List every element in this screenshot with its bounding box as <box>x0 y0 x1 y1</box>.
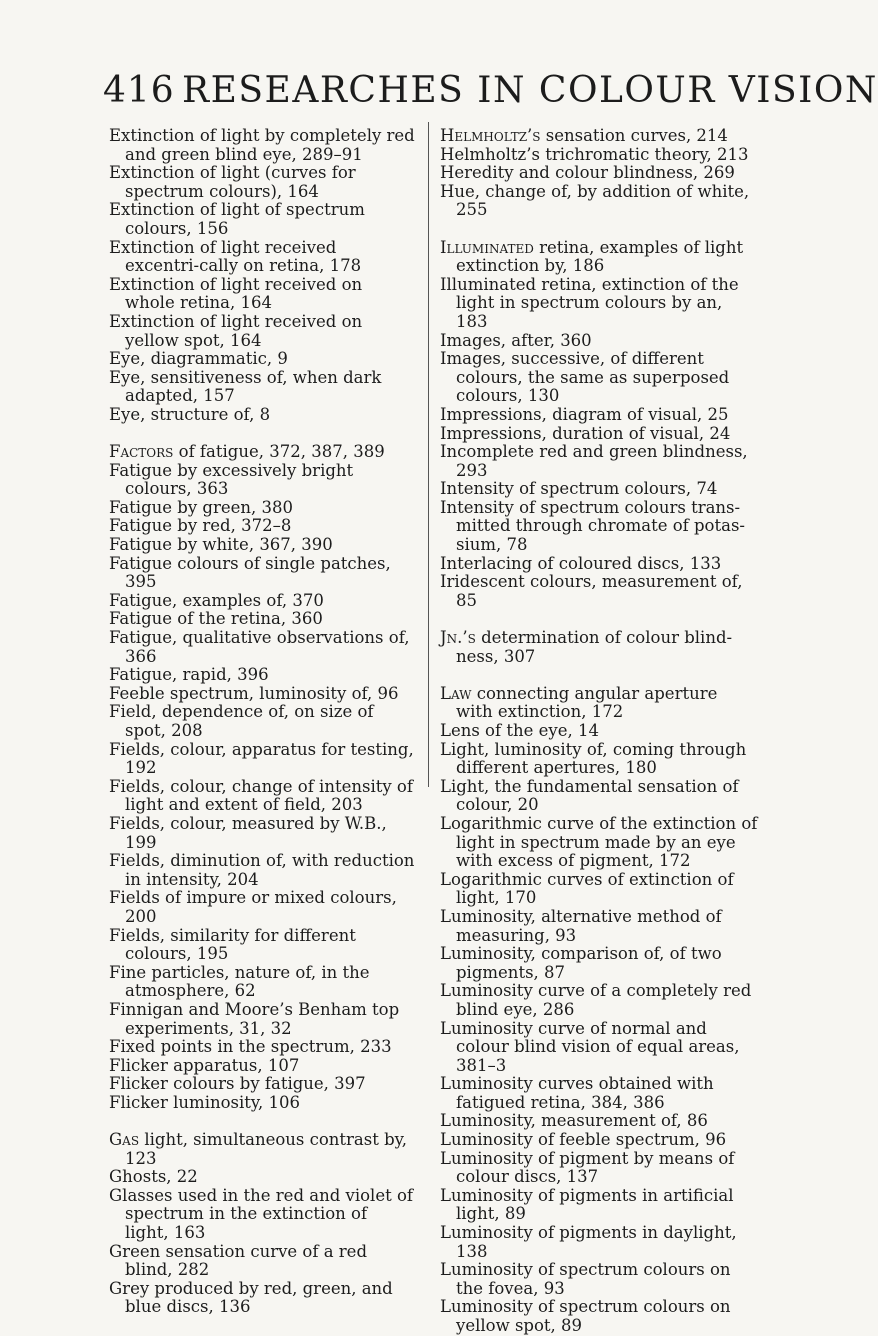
index-entry: Finnigan and Moore’s Benham top experiments, 31, 32 <box>109 999 400 1038</box>
index-entry: Feeble spectrum, luminosity of, 96 <box>109 683 399 703</box>
index-entry: Luminosity, measurement of, 86 <box>440 1111 708 1131</box>
column-divider <box>428 122 429 787</box>
index-entry: Extinction of light by completely red and green blind eye, 289–91 <box>109 126 415 164</box>
index-entry: Field, dependence of, on size of spot, 208 <box>109 702 374 740</box>
index-entry: Glasses used in the red and violet of spectrum in the extinction of light, 163 <box>109 1185 414 1243</box>
index-entry: Flicker apparatus, 107 <box>109 1055 300 1075</box>
index-entry: Luminosity of pigment by means of colour discs, 137 <box>440 1148 735 1187</box>
index-entry: Interlacing of coloured discs, 133 <box>440 553 722 573</box>
lead-rest: of fatigue, 372, 387, 389 <box>173 442 385 462</box>
section-gap <box>440 610 758 629</box>
lead-rest: light, simultaneous contrast by, 123 <box>125 1130 408 1168</box>
index-entry: Light, the fundamental sensation of colour, 20 <box>440 776 739 815</box>
lead-word: Illuminated <box>440 237 534 257</box>
index-entry: Luminosity of pigments in artificial light, 89 <box>440 1185 734 1224</box>
index-entry: Impressions, duration of visual, 24 <box>440 423 731 443</box>
index-group-g <box>109 1131 415 1317</box>
index-entry: Light, luminosity of, coming through different apertures, 180 <box>440 739 747 778</box>
index-entry: Logarithmic curves of extinction of light, 170 <box>440 869 734 908</box>
index-entry: Hue, change of, by addition of white, 255 <box>440 181 750 220</box>
index-entry: Luminosity, alternative method of measuring, 93 <box>440 906 722 945</box>
index-entry: Illuminated retina, extinction of the light in spectrum colours by an, 183 <box>440 274 739 331</box>
index-entry: Extinction of light (curves for spectrum colours), 164 <box>109 163 356 201</box>
index-entry: Intensity of spectrum colours trans-mitted through chromate of potas-sium, 78 <box>440 497 745 555</box>
index-group-i <box>440 239 758 611</box>
index-entry: Luminosity of spectrum colours on the fovea, 93 <box>440 1260 731 1298</box>
index-entry: Intensity of spectrum colours, 74 <box>440 479 718 499</box>
index-entry: Heredity and colour blindness, 269 <box>440 163 735 183</box>
index-entry: Fatigue, examples of, 370 <box>109 590 324 610</box>
index-entry: Fatigue colours of single patches, 395 <box>109 553 391 592</box>
index-entry: Extinction of light received excentri-cally on retina, 178 <box>109 237 362 276</box>
index-entry-lead <box>440 629 758 666</box>
index-entry-lead <box>440 685 758 722</box>
index-entry: Logarithmic curve of the extinction of light in spectrum made by an eye with excess of pigment, 172 <box>440 813 758 871</box>
index-entry: Extinction of light received on whole retina, 164 <box>109 274 363 313</box>
index-entry: Fatigue by white, 367, 390 <box>109 535 333 555</box>
index-entry: Fatigue, rapid, 396 <box>109 665 269 685</box>
index-group-e <box>109 127 415 425</box>
index-entry-lead <box>440 239 758 276</box>
index-entry: Incomplete red and green blindness, 293 <box>440 442 748 480</box>
index-group-j <box>440 629 758 666</box>
index-entry: Luminosity curves obtained with fatigued retina, 384, 386 <box>440 1074 714 1112</box>
lead-word: Factors <box>109 442 174 462</box>
index-entry: Iridescent colours, measurement of, 85 <box>440 572 743 610</box>
index-entry: Fatigue by green, 380 <box>109 497 293 517</box>
lead-word: Jn.’s <box>440 628 476 648</box>
index-entry: Green sensation curve of a red blind, 282 <box>109 1241 368 1280</box>
index-entry: Images, successive, of different colours, the same as superposed colours, 130 <box>440 349 730 406</box>
index-entry: Impressions, diagram of visual, 25 <box>440 404 729 424</box>
index-entry: Fatigue by red, 372–8 <box>109 516 292 536</box>
index-entry: Luminosity curve of a completely red blind eye, 286 <box>440 981 752 1019</box>
running-title: RESEARCHES IN COLOUR VISION <box>182 70 878 111</box>
index-entry: Fixed points in the spectrum, 233 <box>109 1037 392 1057</box>
index-entry-lead <box>109 443 415 462</box>
lead-rest: determination of colour blind-ness, 307 <box>456 628 733 666</box>
index-entry: Eye, sensitiveness of, when dark adapted, 157 <box>109 367 382 406</box>
section-gap <box>440 220 758 239</box>
index-entry: Fields, similarity for different colours, 195 <box>109 925 356 964</box>
index-entry: Images, after, 360 <box>440 330 592 350</box>
index-group-h <box>440 127 758 220</box>
page-number: 416 <box>103 70 175 111</box>
section-gap <box>109 425 415 444</box>
index-entry: Luminosity curve of normal and colour blind vision of equal areas, 381–3 <box>440 1018 740 1075</box>
index-entry: Lens of the eye, 14 <box>440 721 599 740</box>
index-entry: Fields, diminution of, with reduction in intensity, 204 <box>109 851 415 889</box>
index-entry: Extinction of light of spectrum colours, 156 <box>109 200 365 238</box>
section-gap <box>440 666 758 685</box>
index-group-f <box>109 443 415 1112</box>
lead-word: Gas <box>109 1130 140 1150</box>
lead-rest: retina, examples of light extinction by, 186 <box>456 237 744 276</box>
index-entry: Fields, colour, apparatus for testing, 192 <box>109 739 414 778</box>
lead-rest: connecting angular aperture with extinction, 172 <box>456 683 718 722</box>
index-entry: Fields, colour, measured by W.B., 199 <box>109 813 387 852</box>
index-entry: Fatigue by excessively bright colours, 363 <box>109 460 354 499</box>
index-entry: Fine particles, nature of, in the atmosphere, 62 <box>109 962 370 1001</box>
index-entry: Fatigue, qualitative observations of, 366 <box>109 628 410 666</box>
index-entry: Helmholtz’s trichromatic theory, 213 <box>440 144 749 164</box>
index-group-l <box>440 685 758 1336</box>
index-entry: Luminosity of feeble spectrum, 96 <box>440 1130 727 1150</box>
lead-word: Helmholtz’s <box>440 126 541 145</box>
index-entry: Luminosity of pigments in daylight, 138 <box>440 1223 737 1261</box>
index-entry: Luminosity, comparison of, of two pigments, 87 <box>440 944 722 982</box>
index-entry-lead <box>440 127 758 146</box>
lead-word: Law <box>440 683 472 703</box>
index-entry: Extinction of light received on yellow spot, 164 <box>109 311 363 350</box>
index-entry: Flicker colours by fatigue, 397 <box>109 1074 366 1094</box>
index-entry: Fields, colour, change of intensity of light and extent of field, 203 <box>109 776 413 815</box>
index-entry: Fatigue of the retina, 360 <box>109 609 323 629</box>
index-column-left <box>109 127 415 1317</box>
index-column-right <box>440 127 758 1336</box>
lead-rest: sensation curves, 214 <box>540 126 728 145</box>
index-entry-lead <box>109 1131 415 1168</box>
section-gap <box>109 1112 415 1131</box>
index-entry: Grey produced by red, green, and blue discs, 136 <box>109 1278 393 1317</box>
index-entry: Eye, diagrammatic, 9 <box>109 349 288 369</box>
index-entry: Ghosts, 22 <box>109 1167 198 1187</box>
index-entry: Luminosity of spectrum colours on yellow spot, 89 <box>440 1297 731 1335</box>
index-entry: Eye, structure of, 8 <box>109 404 271 424</box>
index-entry: Fields of impure or mixed colours, 200 <box>109 888 397 926</box>
index-entry: Flicker luminosity, 106 <box>109 1092 301 1112</box>
